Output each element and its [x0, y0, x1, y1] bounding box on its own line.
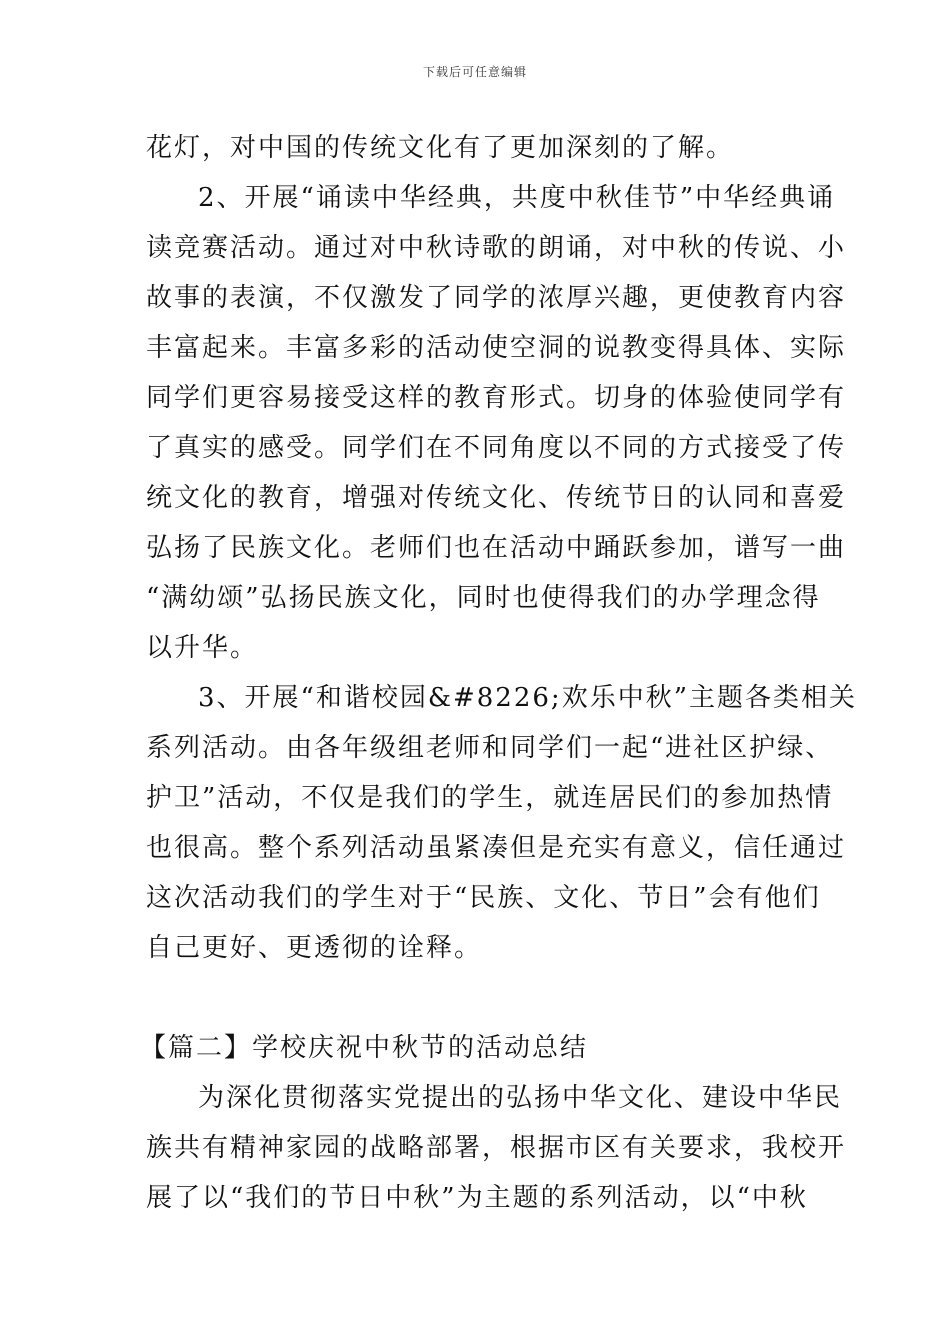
- body-line: 以升华。: [146, 633, 259, 663]
- body-line: 护卫”活动，不仅是我们的学生，就连居民们的参加热情: [146, 783, 834, 813]
- body-line: 了真实的感受。同学们在不同角度以不同的方式接受了传: [146, 433, 847, 463]
- body-line: 弘扬了民族文化。老师们也在活动中踊跃参加，谱写一曲: [146, 533, 847, 563]
- body-line: 展了以“我们的节日中秋”为主题的系列活动，以“中秋: [146, 1183, 808, 1213]
- body-line: 系列活动。由各年级组老师和同学们一起“进社区护绿、: [146, 733, 834, 763]
- body-line: 丰富起来。丰富多彩的活动使空洞的说教变得具体、实际: [146, 333, 847, 363]
- body-line: “满幼颂”弘扬民族文化，同时也使得我们的办学理念得: [146, 583, 821, 613]
- body-line: 同学们更容易接受这样的教育形式。切身的体验使同学有: [146, 383, 847, 413]
- body-line: 也很高。整个系列活动虽紧凑但是充实有意义，信任通过: [146, 833, 847, 863]
- body-line: 花灯，对中国的传统文化有了更加深刻的了解。: [146, 133, 735, 163]
- body-line: 读竞赛活动。通过对中秋诗歌的朗诵，对中秋的传说、小: [146, 233, 847, 263]
- body-line: 自己更好、更透彻的诠释。: [146, 933, 483, 963]
- body-line: 故事的表演，不仅激发了同学的浓厚兴趣，更使教育内容: [146, 283, 847, 313]
- body-line: 2、开展“诵读中华经典，共度中秋佳节”中华经典诵: [198, 183, 836, 213]
- header-note: 下载后可任意编辑: [422, 65, 527, 79]
- body-line: 族共有精神家园的战略部署，根据市区有关要求，我校开: [146, 1133, 847, 1163]
- body-line: 这次活动我们的学生对于“民族、文化、节日”会有他们: [146, 883, 821, 913]
- body-line: 3、开展“和谐校园&#8226;欢乐中秋”主题各类相关: [198, 683, 857, 713]
- body-line: 统文化的教育，增强对传统文化、传统节日的认同和喜爱: [146, 483, 847, 513]
- body-line: 为深化贯彻落实党提出的弘扬中华文化、建设中华民: [198, 1083, 843, 1113]
- section-heading: 【篇二】学校庆祝中秋节的活动总结: [140, 1033, 589, 1063]
